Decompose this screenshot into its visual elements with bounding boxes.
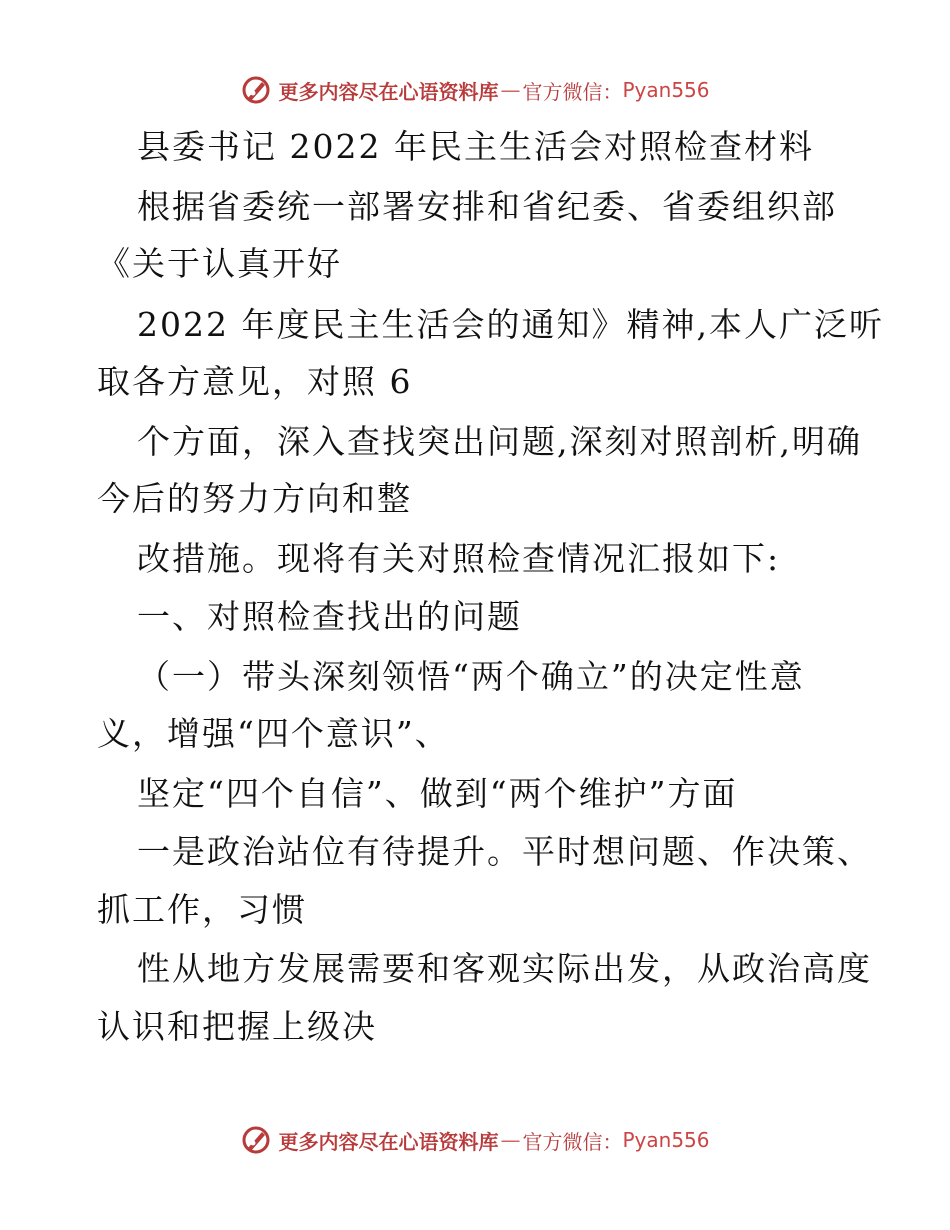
watermark-brand: 更多内容尽在心语资料库 [278, 79, 499, 104]
subsection-heading: 义，增强“四个意识”、 [97, 714, 450, 753]
paragraph-line: 抓工作，习惯 [97, 890, 307, 929]
watermark-separator: — [500, 1128, 521, 1152]
paragraph-line: 性从地方发展需要和客观实际出发，从政治高度 [137, 949, 872, 988]
subsection-heading: （一）带头深刻领悟“两个确立”的决定性意 [137, 657, 805, 696]
paragraph-line: 《关于认真开好 [97, 244, 342, 283]
paragraph-line: 改措施。现将有关对照检查情况汇报如下: [137, 539, 781, 578]
section-heading: 一、对照检查找出的问题 [137, 597, 522, 636]
brush-logo-icon [240, 1124, 272, 1156]
subsection-heading: 坚定“四个自信”、做到“两个维护”方面 [137, 774, 738, 813]
brush-logo-icon [240, 74, 272, 106]
footer-watermark [0, 1120, 950, 1160]
paragraph-line: 根据省委统一部署安排和省纪委、省委组织部 [137, 187, 837, 226]
paragraph-line: 今后的努力方向和整 [97, 479, 412, 518]
paragraph-line: 认识和把握上级决 [97, 1007, 377, 1046]
paragraph-line: 个方面，深入查找突出问题,深刻对照剖析,明确 [137, 422, 862, 461]
watermark-wechat-id: Pyan556 [622, 78, 710, 102]
watermark-separator: — [500, 78, 521, 102]
header-watermark [0, 70, 950, 110]
document-title: 县委书记 2022 年民主生活会对照检查材料 [137, 127, 814, 166]
watermark-brand: 更多内容尽在心语资料库 [278, 1129, 499, 1154]
watermark-official-label: 官方微信： [522, 1129, 623, 1154]
paragraph-line: 取各方意见，对照 6 [97, 362, 413, 401]
watermark-wechat-id: Pyan556 [622, 1128, 710, 1152]
paragraph-line: 2022 年度民主生活会的通知》精神,本人广泛听 [137, 305, 884, 344]
paragraph-line: 一是政治站位有待提升。平时想问题、作决策、 [137, 832, 872, 871]
watermark-official-label: 官方微信： [522, 79, 623, 104]
